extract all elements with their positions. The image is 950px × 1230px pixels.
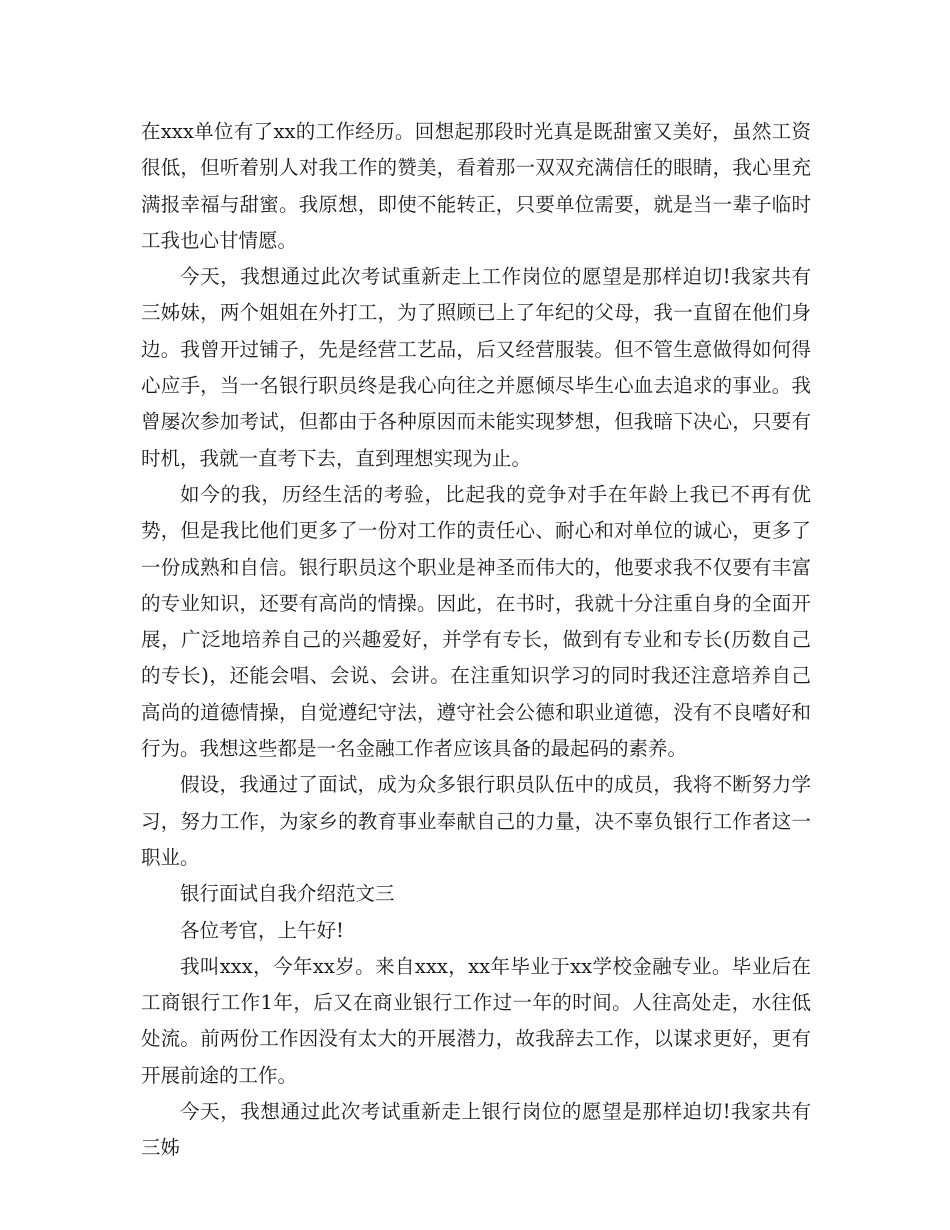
paragraph-work-experience: 在xxx单位有了xx的工作经历。回想起那段时光真是既甜蜜又美好，虽然工资很低，但听着别人对我工作的赞美，看着那一双双充满信任的眼睛，我心里充满报幸福与甜蜜。我原想，即使不能转正，只要单位需要，就是当一辈子临时工我也心甘情愿。 xyxy=(141,120,811,252)
paragraph-exam-aspiration: 今天，我想通过此次考试重新走上工作岗位的愿望是那样迫切!我家共有三姊妹，两个姐姐在外打工，为了照顾已上了年纪的父母，我一直留在他们身边。我曾开过铺子，先是经营工艺品，后又经营服装。但不管生意做得如何得心应手，当一名银行职员终是我心向往之并愿倾尽毕生心血去追求的事业。我曾屡次参加考试，但都由于各种原因而未能实现梦想，但我暗下决心，只要有时机，我就一直考下去，直到理想实现为止。 xyxy=(141,265,811,470)
document-body xyxy=(141,114,811,1167)
greeting: 各位考官，上午好! xyxy=(180,918,344,942)
paragraph-commitment: 假设，我通过了面试，成为众多银行职员队伍中的成员，我将不断努力学习，努力工作，为家乡的教育事业奉献自己的力量，决不辜负银行工作者这一职业。 xyxy=(141,773,811,869)
paragraph-introduction: 我叫xxx，今年xx岁。来自xxx，xx年毕业于xx学校金融专业。毕业后在工商银行工作1年，后又在商业银行工作过一年的时间。人往高处走，水往低处流。前两份工作因没有太大的开展潜力，故我辞去工作，以谋求更好，更有开展前途的工作。 xyxy=(141,954,811,1087)
paragraph-exam-aspiration-repeat: 今天，我想通过此次考试重新走上银行岗位的愿望是那样迫切!我家共有三姊 xyxy=(141,1100,811,1160)
paragraph-personal-qualities: 如今的我，历经生活的考验，比起我的竞争对手在年龄上我已不再有优势，但是我比他们更多了一份对工作的责任心、耐心和对单位的诚心，更多了一份成熟和自信。银行职员这个职业是神圣而伟大的，他要求我不仅要有丰富的专业知识，还要有高尚的情操。因此，在书时，我就十分注重自身的全面开展，广泛地培养自己的兴趣爱好，并学有专长，做到有专业和专长(历数自己的专长)，还能会唱、会说、会讲。在注重知识学习的同时我还注意培养自己高尚的道德情操，自觉遵纪守法，遵守社会公德和职业道德，没有不良嗜好和行为。我想这些都是一名金融工作者应该具备的最起码的素养。 xyxy=(141,482,811,761)
section-title: 银行面试自我介绍范文三 xyxy=(180,882,395,906)
